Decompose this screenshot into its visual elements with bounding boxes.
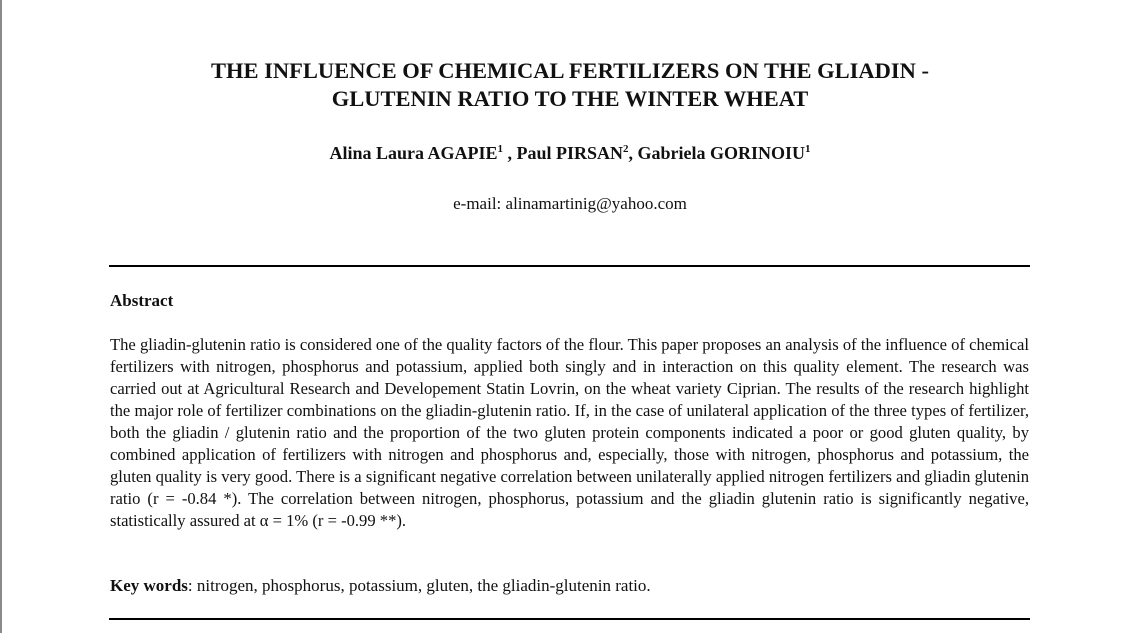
author-affiliation: 1 <box>805 143 811 155</box>
author-list <box>110 141 1030 165</box>
author-separator: , <box>503 143 517 163</box>
paper-title-line-2: GLUTENIN RATIO TO THE WINTER WHEAT <box>331 86 809 111</box>
keywords-line <box>110 575 1029 597</box>
abstract-body: The gliadin-glutenin ratio is considered one of the quality factors of the flour. This paper proposes an analysis of the influence of chemical fertilizers with nitrogen, phosphorus and potassium, applied both singly and in interaction on this quality element. The research was carried out at Agricultural Research and Developement Statin Lovrin, on the wheat variety Ciprian. The results of the research highlight the major role of fertilizer combinations on the gliadin-glutenin ratio. If, in the case of unilateral application of the three types of fertilizer, both the gliadin / glutenin ratio and the proportion of the two gluten protein components indicated a poor or good gluten quality, by combined application of fertilizers with nitrogen and phosphorus and, especially, those with nitrogen, phosphorus and potassium, the gluten quality is very good. There is a significant negative correlation between unilaterally applied nitrogen fertilizers and gliadin glutenin ratio (r = -0.84 *). The correlation between nitrogen, phosphorus, potassium and the gliadin glutenin ratio is significantly negative, statistically assured at α = 1% (r = -0.99 **). <box>110 335 1029 530</box>
keywords-text: : nitrogen, phosphorus, potassium, gluten, the gliadin-glutenin ratio. <box>187 576 651 595</box>
author-name: Paul PIRSAN <box>516 143 624 163</box>
keywords-label: Key words <box>110 576 188 595</box>
author-affiliation: 1 <box>497 143 503 155</box>
author-name: Gabriela GORINOIU <box>637 143 806 163</box>
horizontal-rule-top <box>109 265 1030 267</box>
contact-email: e-mail: alinamartinig@yahoo.com <box>453 194 687 213</box>
abstract-heading: Abstract <box>110 291 174 310</box>
author-affiliation: 2 <box>623 143 629 155</box>
horizontal-rule-bottom <box>109 618 1030 620</box>
paper-title-line-1: THE INFLUENCE OF CHEMICAL FERTILIZERS ON THE GLIADIN - <box>210 58 930 83</box>
author-name: Alina Laura AGAPIE <box>329 143 498 163</box>
author-separator: , <box>628 143 638 163</box>
paper-title <box>110 57 1030 113</box>
